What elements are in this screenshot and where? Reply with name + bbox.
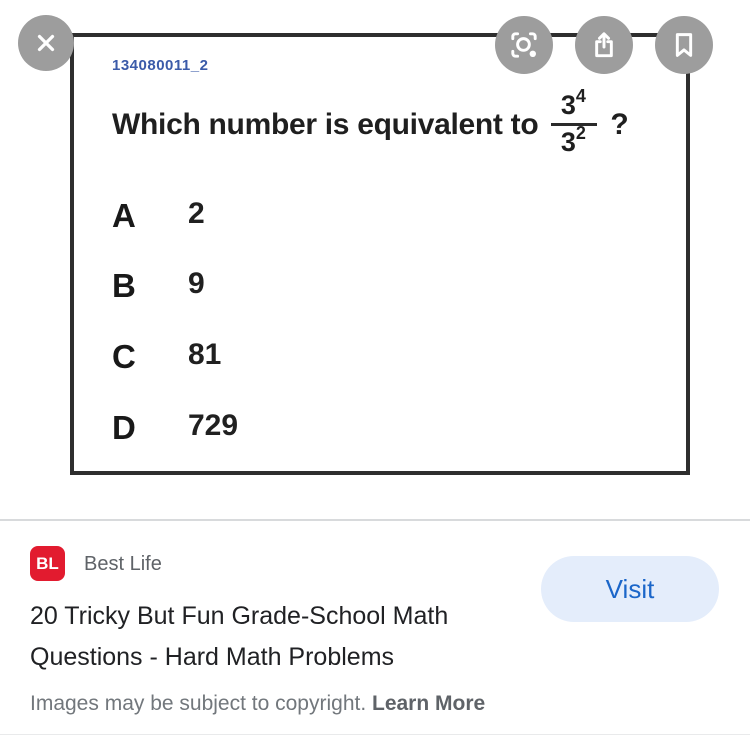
option-letter: A <box>112 197 136 234</box>
option-value: 81 <box>188 338 222 371</box>
result-title-link[interactable] <box>30 596 550 678</box>
option-c-row <box>112 338 221 376</box>
lens-icon <box>508 29 540 61</box>
question-image-card[interactable] <box>70 33 690 475</box>
copyright-notice <box>30 692 485 716</box>
visit-button[interactable] <box>541 556 719 622</box>
bookmark-icon <box>668 29 700 61</box>
option-letter: D <box>112 409 136 446</box>
bookmark-button[interactable] <box>655 16 713 74</box>
fraction-numerator: $3^4$ <box>560 85 586 120</box>
close-icon <box>31 28 61 58</box>
visit-button-label: Visit <box>605 573 655 604</box>
share-button[interactable] <box>575 16 633 74</box>
question-text: Which number is equivalent to <box>112 108 539 141</box>
fraction <box>551 85 597 159</box>
option-value: 729 <box>188 409 239 442</box>
result-title-line2: Questions - Hard Math Problems <box>30 643 395 671</box>
option-letter: C <box>112 338 136 375</box>
bottom-divider <box>0 734 750 735</box>
google-lens-button[interactable] <box>495 16 553 74</box>
source-name[interactable]: Best Life <box>84 553 162 575</box>
option-value: 2 <box>188 197 205 230</box>
fraction-bar <box>551 123 597 126</box>
option-a-row <box>112 197 205 235</box>
option-b-row <box>112 267 205 305</box>
share-icon <box>588 29 620 61</box>
copyright-text: Images may be subject to copyright. <box>30 692 372 715</box>
option-d-row <box>112 409 238 447</box>
panel-divider <box>0 519 750 521</box>
source-logo[interactable]: BL <box>30 546 65 581</box>
learn-more-link[interactable]: Learn More <box>372 692 486 715</box>
fraction-denominator: $3^2$ <box>560 122 586 157</box>
question-id-label: 134080011_2 <box>112 57 209 74</box>
option-value: 9 <box>188 267 205 300</box>
question-row <box>112 85 629 161</box>
option-letter: B <box>112 267 136 304</box>
result-title-line1: 20 Tricky But Fun Grade-School Math <box>30 602 449 630</box>
question-mark: ? <box>610 108 629 141</box>
close-button[interactable] <box>18 15 74 71</box>
